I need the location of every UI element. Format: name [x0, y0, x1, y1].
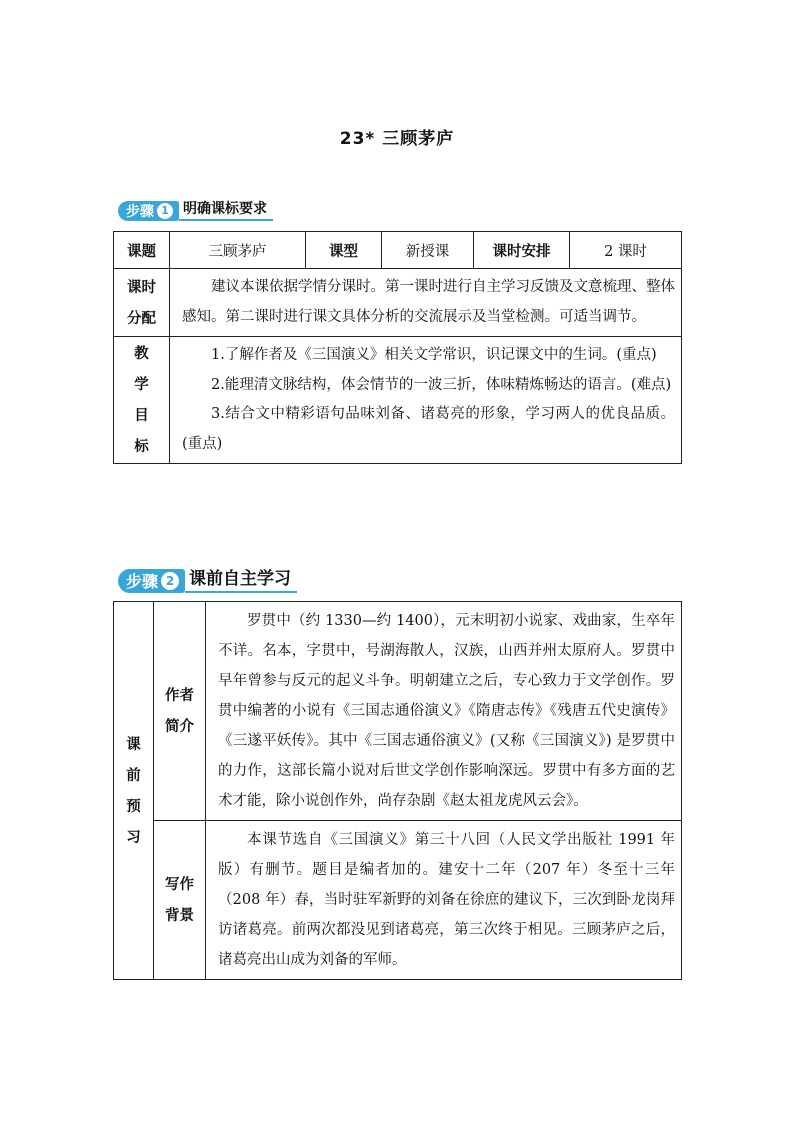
author-text: 罗贯中（约 1330—约 1400），元末明初小说家、戏曲家，生卒年不详。名本，字贯中，号湖海散人，汉族，山西并州太原府人。罗贯中早年曾参与反元的起义斗争。明朝建立之后，专心致力于文学创作。罗贯中编著的小说有《三国志通俗演义》《隋唐志传》《残唐五代史演传》《三遂平妖传》。其中《三国志通俗演义》(又称《三国演义》) 是罗贯中的力作，这部长篇小说对后世文学创作影响深远。罗贯中有多方面的艺术才能，除小说创作外，尚存杂剧《赵太祖龙虎风云会》。	[206, 602, 682, 821]
step-badge-text: 步骤	[126, 203, 154, 220]
table-row	[114, 269, 682, 337]
step-title: 课前自主学习	[185, 568, 297, 593]
label-char: 习	[126, 828, 141, 846]
label-line: 背景	[165, 907, 194, 924]
label-line: 分配	[127, 309, 156, 327]
objective-item: 1.了解作者及《三国演义》相关文学常识，识记课文中的生词。(重点)	[211, 347, 657, 363]
step-1-header	[118, 200, 273, 221]
table-cell: 2 课时	[570, 232, 682, 269]
objectives-list	[170, 337, 682, 464]
lesson-info-table	[113, 231, 682, 464]
table-row	[114, 602, 682, 821]
preview-side-label	[114, 602, 154, 980]
objectives-label	[114, 337, 170, 464]
label-line: 课时	[127, 278, 156, 296]
step-number: 2	[161, 572, 179, 590]
step-2-header	[118, 568, 297, 593]
table-row	[114, 337, 682, 464]
label-char: 学	[134, 376, 149, 393]
label-char: 教	[134, 345, 149, 362]
step-title: 明确课标要求	[179, 200, 273, 221]
author-label	[154, 602, 206, 821]
step-badge-text: 步骤	[126, 572, 159, 591]
label-char: 预	[126, 797, 141, 815]
label-line: 简介	[165, 718, 194, 735]
table-cell: 三顾茅庐	[170, 232, 306, 269]
table-cell: 课题	[114, 232, 170, 269]
periods-text: 建议本课依据学情分课时。第一课时进行自主学习反馈及文意梳理、整体感知。第二课时进行课文具体分析的交流展示及当堂检测。可适当调节。	[170, 269, 682, 337]
table-cell: 新授课	[382, 232, 474, 269]
background-label	[154, 821, 206, 980]
label-char: 课	[126, 735, 141, 753]
table-cell: 课时安排	[474, 232, 570, 269]
label-line: 写作	[165, 876, 194, 893]
step-badge	[118, 201, 179, 221]
page-title: 23* 三顾茅庐	[339, 129, 455, 149]
table-cell: 课型	[306, 232, 382, 269]
step-number: 1	[157, 203, 173, 219]
objective-item: 3.结合文中精彩语句品味刘备、诸葛亮的形象，学习两人的优良品质。(重点)	[182, 406, 675, 452]
label-char: 标	[134, 438, 149, 455]
table-row	[114, 821, 682, 980]
label-char: 目	[134, 407, 149, 424]
label-line: 作者	[165, 687, 194, 704]
objective-item: 2.能理清文脉结构，体会情节的一波三折，体味精炼畅达的语言。(难点)	[211, 376, 672, 393]
table-row	[114, 232, 682, 269]
step-badge	[118, 569, 185, 593]
preview-table	[113, 601, 682, 980]
label-char: 前	[126, 766, 141, 784]
background-text: 本课节选自《三国演义》第三十八回（人民文学出版社 1991 年版）有删节。题目是编者加的。建安十二年（207 年）冬至十三年（208 年）春，当时驻军新野的刘备在徐庶的建议下，三次到卧龙岗拜访诸葛亮。前两次都没见到诸葛亮，第三次终于相见。三顾茅庐之后，诸葛亮出山成为刘备的军师。	[206, 821, 682, 980]
periods-label	[114, 269, 170, 337]
